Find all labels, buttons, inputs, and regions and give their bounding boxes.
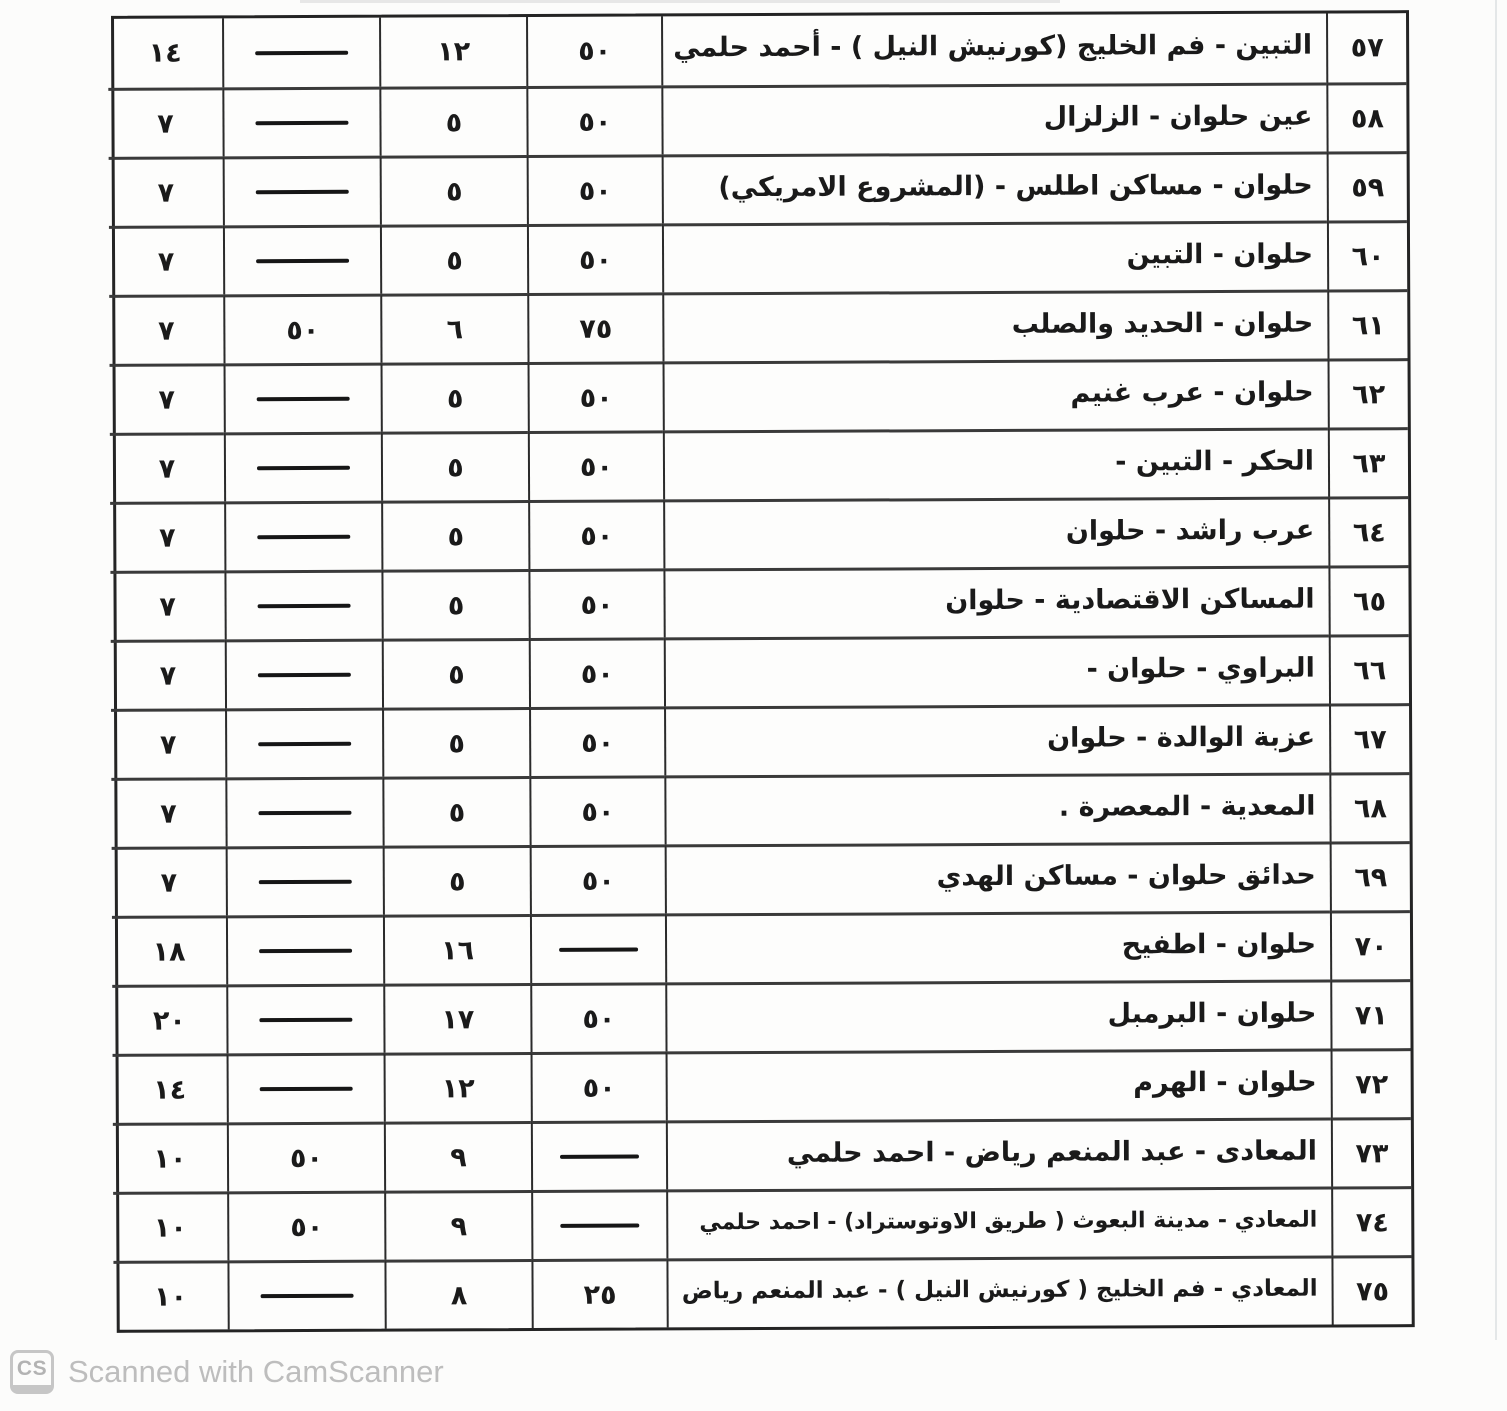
cell-c3: [227, 1260, 384, 1330]
cell-no: ٧٤: [1331, 1186, 1411, 1255]
dash-mark: [258, 742, 351, 746]
cell-c3: [225, 708, 382, 778]
cell-c4: ٧: [112, 846, 226, 915]
cell-no: ٦٧: [1329, 703, 1409, 772]
camscanner-watermark: [10, 1350, 444, 1394]
dash-mark: [259, 880, 352, 884]
cell-route: التبين - فم الخليج (كورنيش النيل ) - أحمد حلمي: [661, 14, 1326, 86]
cell-no: ٦١: [1327, 289, 1407, 358]
dash-mark: [559, 948, 639, 952]
cell-c4: ١٤: [148, 37, 182, 69]
cell-c4: ١٠: [113, 1122, 227, 1191]
cell-route: حلوان - مساكن اطلس - (المشروع الامريكي): [662, 152, 1327, 224]
cell-route: حلوان - اطفيح: [665, 911, 1330, 983]
cell-c2: ٥: [383, 845, 530, 915]
cell-c3: [224, 501, 381, 571]
cell-no: ٦٦: [1329, 634, 1409, 703]
cell-c1: ٥٠: [526, 85, 661, 155]
cell-c3: ٥٠: [227, 1122, 384, 1192]
cell-route: عرب راشد - حلوان: [663, 497, 1328, 569]
dash-mark: [257, 397, 350, 401]
cell-c1: ٥٠: [528, 430, 663, 500]
cell-c1: ٥٠: [528, 568, 663, 638]
dash-mark: [257, 466, 350, 470]
cell-route: حلوان - عرب غنيم: [663, 359, 1328, 431]
cell-c4: ٧: [108, 87, 222, 156]
cell-route: المعادي - فم الخليج ( كورنيش النيل ) - عبد المنعم رياض: [666, 1256, 1331, 1328]
cell-no: ٦٤: [1328, 496, 1408, 565]
cell-no: ٧٣: [1331, 1117, 1411, 1186]
cell-no: ٦٩: [1330, 841, 1410, 910]
cell-c2: ١٢: [379, 17, 526, 87]
cell-no: ٧١: [1330, 979, 1410, 1048]
cell-c3: [222, 18, 379, 88]
cell-c4: ٧: [110, 570, 224, 639]
cell-no: ٦٨: [1329, 772, 1409, 841]
cell-c4: ٧: [109, 225, 223, 294]
dash-mark: [256, 259, 349, 263]
cell-c2: ٨: [384, 1259, 531, 1329]
dash-mark: [261, 1294, 354, 1298]
dash-mark: [257, 535, 350, 539]
cell-c4: ١٠: [113, 1260, 227, 1329]
cell-c3: [224, 363, 381, 433]
cell-c3: [223, 225, 380, 295]
cell-route: المساكن الاقتصادية - حلوان: [663, 566, 1328, 638]
cell-c1: ٧٥: [527, 292, 662, 362]
cell-c1: ٥٠: [528, 499, 663, 569]
cell-c3: ٥٠: [227, 1191, 384, 1261]
cell-c1: ٥٠: [527, 154, 662, 224]
table-wrap: [111, 10, 1415, 1333]
cell-c2: ١٦: [383, 914, 530, 984]
cell-c4: ١٨: [112, 915, 226, 984]
cell-c2: ٥: [381, 500, 528, 570]
cell-no: ٦٠: [1327, 220, 1407, 289]
cell-c1: [531, 1189, 666, 1259]
scan-edge-shadow: [1495, 0, 1497, 1340]
cell-c2: ٥: [382, 638, 529, 708]
cell-c4: ٧: [109, 294, 223, 363]
cell-c1: ٥٠: [529, 637, 664, 707]
cell-c3: [226, 846, 383, 916]
cell-c1: [530, 913, 665, 983]
cell-c2: ٩: [384, 1190, 531, 1260]
cell-c3: [227, 1053, 384, 1123]
cell-no: ٦٣: [1328, 427, 1408, 496]
cell-c1: ٢٥: [531, 1258, 666, 1328]
cell-c2: ٥: [381, 431, 528, 501]
cell-c2: ٩: [384, 1121, 531, 1191]
dash-mark: [560, 1155, 640, 1159]
cell-route: عزبة الوالدة - حلوان: [664, 704, 1329, 776]
cell-c1: ٥٠: [530, 982, 665, 1052]
cell-route: المعدية - المعصرة .: [664, 773, 1329, 845]
dash-mark: [259, 1018, 352, 1022]
dash-mark: [258, 673, 351, 677]
dash-mark: [260, 1087, 353, 1091]
cell-no: ٦٥: [1328, 565, 1408, 634]
cell-route: حلوان - الحديد والصلب: [662, 290, 1327, 362]
cell-c2: ٥: [380, 155, 527, 225]
cell-c4: ٢٠: [112, 984, 226, 1053]
dash-mark: [258, 811, 351, 815]
cell-c4: ٧: [110, 501, 224, 570]
cell-c3: ٥٠: [223, 294, 380, 364]
cell-c4: ١٤: [113, 1053, 227, 1122]
cell-c1: ٥٠: [529, 775, 664, 845]
cell-c1: [531, 1120, 666, 1190]
cell-c2: ٥: [381, 362, 528, 432]
cell-c4: ١٠: [113, 1191, 227, 1260]
cell-c4: ٧: [109, 156, 223, 225]
dash-mark: [560, 1224, 640, 1228]
cell-no: ٧٢: [1331, 1048, 1411, 1117]
cell-route: عين حلوان - الزلزال: [661, 83, 1326, 155]
cell-c1: ٥٠: [529, 706, 664, 776]
cell-c2: ٥: [380, 224, 527, 294]
cell-route: المعادي - مدينة البعوث ( طريق الاوتوستراد) - احمد حلمي: [666, 1187, 1331, 1259]
cell-route: حدائق حلوان - مساكن الهدي: [665, 842, 1330, 914]
cell-c3: [224, 432, 381, 502]
routes-table: [111, 10, 1415, 1333]
cell-no: ٧٠: [1330, 910, 1410, 979]
cell-no: ٦٢: [1328, 358, 1408, 427]
dash-mark: [255, 121, 348, 125]
cell-no: ٧٥: [1331, 1255, 1411, 1324]
dash-mark: [256, 190, 349, 194]
camscanner-badge-icon: CS: [10, 1350, 54, 1394]
cell-route: حلوان - البرمبل: [665, 980, 1330, 1052]
cell-c4: ٧: [110, 363, 224, 432]
cell-c3: [223, 156, 380, 226]
cell-c2: ٥: [382, 776, 529, 846]
cell-c2: ٦: [380, 293, 527, 363]
cell-route: حلوان - التبين: [662, 221, 1327, 293]
cell-route: حلوان - الهرم: [666, 1049, 1331, 1121]
cell-c3: [222, 87, 379, 157]
cell-route: الحكر - التبين -: [663, 428, 1328, 500]
cell-c2: ٥: [381, 569, 528, 639]
cell-route: المعادى - عبد المنعم رياض - احمد حلمي: [666, 1118, 1331, 1190]
cell-c3: [226, 915, 383, 985]
cell-c2: ٥: [382, 707, 529, 777]
dash-mark: [258, 604, 351, 608]
cell-route: البراوي - حلوان -: [664, 635, 1329, 707]
cell-c4: ٧: [111, 777, 225, 846]
cell-c3: [225, 639, 382, 709]
dash-mark: [259, 949, 352, 953]
camscanner-watermark-text: Scanned with CamScanner: [68, 1354, 444, 1389]
cell-c2: ٥: [379, 86, 526, 156]
cell-c3: [226, 984, 383, 1054]
cell-c2: ١٧: [383, 983, 530, 1053]
cell-no: ٥٨: [1326, 82, 1406, 151]
cell-c3: [224, 570, 381, 640]
cell-c4: ٧: [110, 432, 224, 501]
cell-c1: ٥٠: [531, 1051, 666, 1121]
cell-c2: ١٢: [384, 1052, 531, 1122]
cell-c1: ٥٠: [526, 16, 661, 86]
cell-c1: ٥٠: [527, 223, 662, 293]
cell-c4: ٧: [111, 639, 225, 708]
cell-no: ٥٧: [1326, 13, 1406, 82]
cell-c4: ٧: [111, 708, 225, 777]
scan-smudge: [300, 0, 1060, 3]
cell-no: ٥٩: [1327, 151, 1407, 220]
cell-c1: ٥٠: [530, 844, 665, 914]
cell-c3: [225, 777, 382, 847]
dash-mark: [255, 50, 348, 54]
cell-c1: ٥٠: [528, 361, 663, 431]
